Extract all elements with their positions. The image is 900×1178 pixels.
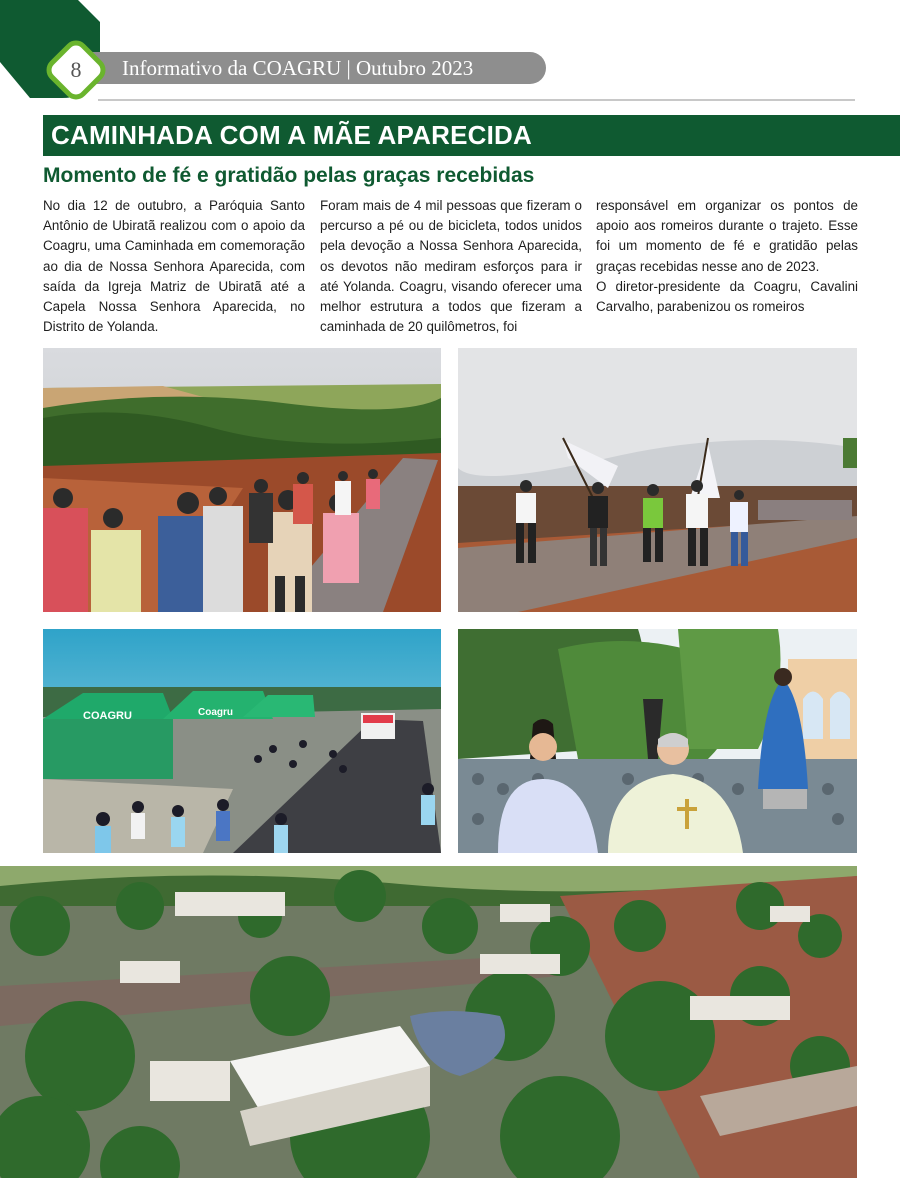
- article-column-2: [320, 196, 582, 337]
- article-column-3: [596, 196, 858, 317]
- tent-logo-2: Coagru: [198, 707, 233, 718]
- photo-flag-bearers: [458, 348, 857, 612]
- article-title: CAMINHADA COM A MÃE APARECIDA: [43, 115, 900, 156]
- article-paragraph-3: O diretor-presidente da Coagru, Cavalini Carvalho, parabenizou os romeiros: [596, 278, 858, 315]
- publication-title: Informativo da COAGRU | Outubro 2023: [122, 56, 474, 80]
- photo-pilgrims-road: [43, 348, 441, 612]
- publication-header: [88, 52, 546, 84]
- photo-support-tents: [43, 629, 441, 853]
- article-paragraph-2-end: responsável em organizar os pontos de apoio aos romeiros durante o trajeto. Esse foi um momento de fé e gratidão pelas graças recebidas nesse ano de 2023.: [596, 198, 858, 274]
- article-subtitle: Momento de fé e gratidão pelas graças recebidas: [43, 164, 535, 187]
- tent-logo-1: COAGRU: [83, 710, 132, 722]
- header-divider: [98, 99, 855, 101]
- page-number: 8: [70, 57, 82, 82]
- article-paragraph-2-start: Foram mais de 4 mil pessoas que fizeram o percurso a pé ou de bicicleta, todos unidos pela devoção a Nossa Senhora Aparecida, os devotos não mediram esforços para ir até Yolanda. Coagru, visando oferecer uma melhor estrutura a todos que fizeram a caminhada de 20 quilômetros, foi: [320, 198, 582, 335]
- photo-aerial-district: [0, 866, 857, 1178]
- photo-blessing-ceremony: [458, 629, 857, 853]
- article-column-1: [43, 196, 305, 337]
- article-paragraph-1: No dia 12 de outubro, a Paróquia Santo Antônio de Ubiratã realizou com o apoio da Coagru, uma Caminhada em comemoração ao dia de Nossa Senhora Aparecida, com saída da Igreja Matriz de Ubiratã até a Capela Nossa Senhora Aparecida, no Distrito de Yolanda.: [43, 198, 305, 335]
